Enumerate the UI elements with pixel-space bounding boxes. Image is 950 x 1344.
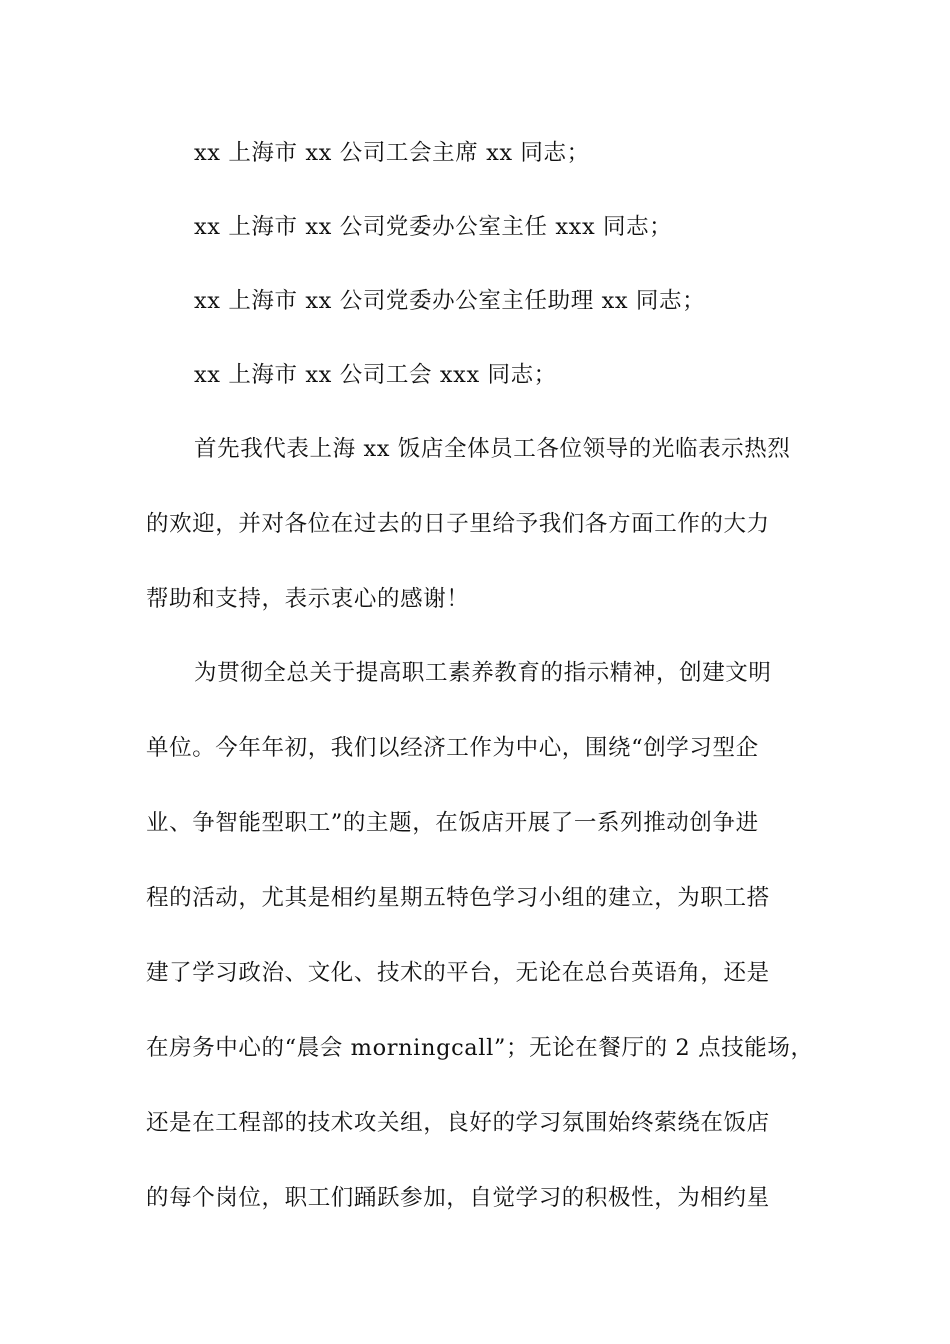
paragraph-learning-line-2: 单位。今年年初，我们以经济工作为中心，围绕“创学习型企 [146,735,759,761]
paragraph-learning-line-4: 程的活动，尤其是相约星期五特色学习小组的建立，为职工搭 [146,885,770,911]
paragraph-learning-line-6: 在房务中心的“晨会 morningcall”；无论在餐厅的 2 点技能场， [146,1035,814,1061]
paragraph-learning-line-8: 的每个岗位，职工们踊跃参加，自觉学习的积极性，为相约星 [146,1185,770,1211]
paragraph-welcome-line-2: 的欢迎，并对各位在过去的日子里给予我们各方面工作的大力 [146,511,770,537]
attendee-line-4: xx 上海市 xx 公司工会 xxx 同志； [194,362,557,388]
paragraph-learning-line-1: 为贯彻全总关于提高职工素养教育的指示精神，创建文明 [194,660,772,686]
attendee-line-3: xx 上海市 xx 公司党委办公室主任助理 xx 同志； [194,288,706,314]
paragraph-learning-line-3: 业、争智能型职工”的主题，在饭店开展了一系列推动创争进 [146,810,759,836]
attendee-line-1: xx 上海市 xx 公司工会主席 xx 同志； [194,140,590,166]
paragraph-welcome-line-1: 首先我代表上海 xx 饭店全体员工各位领导的光临表示热烈 [194,436,791,462]
attendee-line-2: xx 上海市 xx 公司党委办公室主任 xxx 同志； [194,214,673,240]
paragraph-learning-line-5: 建了学习政治、文化、技术的平台，无论在总台英语角，还是 [146,960,770,986]
paragraph-welcome-line-3: 帮助和支持，表示衷心的感谢！ [146,586,470,612]
paragraph-learning-line-7: 还是在工程部的技术攻关组，良好的学习氛围始终萦绕在饭店 [146,1110,770,1136]
